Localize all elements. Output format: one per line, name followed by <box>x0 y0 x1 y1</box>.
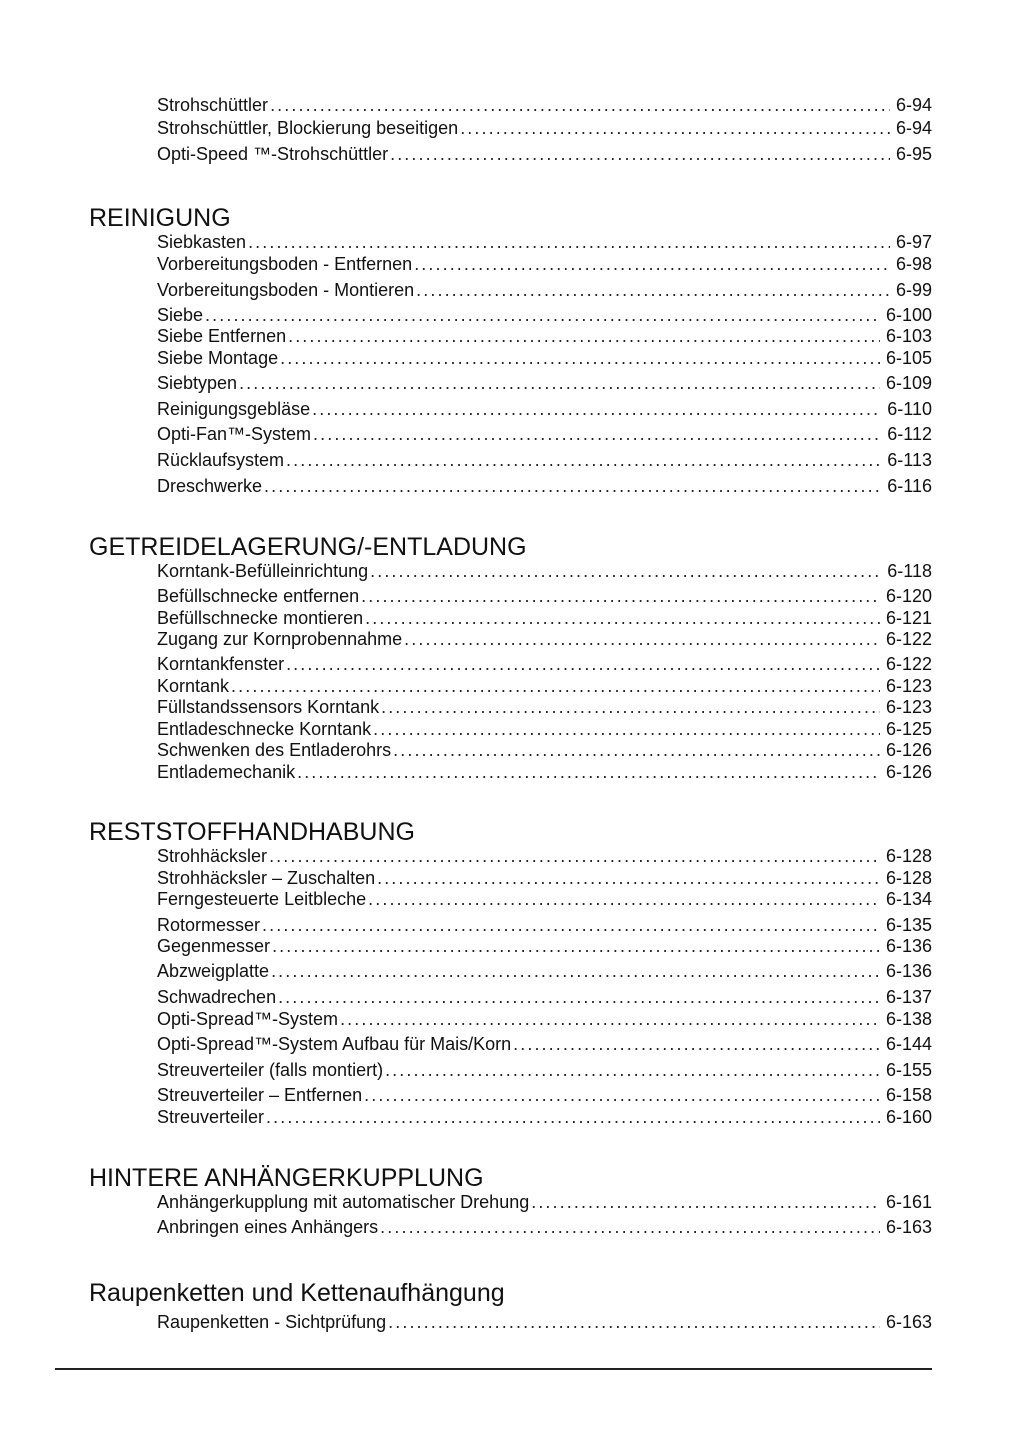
dot-leader <box>278 987 880 1008</box>
toc-entry[interactable] <box>157 586 932 607</box>
dot-leader <box>262 915 880 936</box>
toc-entry-page: 6-94 <box>895 95 932 115</box>
toc-entry-label: Strohhäcksler <box>157 846 268 866</box>
toc-entry[interactable] <box>157 561 932 582</box>
toc-entry-page: 6-105 <box>885 348 932 368</box>
dot-leader <box>269 846 880 867</box>
toc-entry-label: Korntank <box>157 676 230 696</box>
dot-leader <box>312 399 881 420</box>
toc-entry-label: Siebtypen <box>157 373 238 393</box>
toc-entry-label: Streuverteiler (falls montiert) <box>157 1060 384 1080</box>
toc-entry-page: 6-122 <box>885 629 932 649</box>
toc-entry-label: Strohschüttler <box>157 95 269 115</box>
toc-entry-label: Streuverteiler – Entfernen <box>157 1085 363 1105</box>
toc-entry-label: Rotormesser <box>157 915 261 935</box>
toc-entry[interactable] <box>157 1217 932 1238</box>
toc-entry[interactable] <box>157 740 932 761</box>
toc-entry-label: Befüllschnecke montieren <box>157 608 364 628</box>
toc-entry[interactable] <box>157 450 932 471</box>
dot-leader <box>385 1060 880 1081</box>
toc-entry-page: 6-121 <box>885 608 932 628</box>
toc-entry-page: 6-98 <box>895 254 932 274</box>
toc-entry[interactable] <box>157 889 932 910</box>
toc-entry[interactable] <box>157 936 932 957</box>
toc-entry[interactable] <box>157 1034 932 1055</box>
toc-entry[interactable] <box>157 961 932 982</box>
toc-entry-label: Strohschüttler, Blockierung beseitigen <box>157 118 459 138</box>
toc-entry-label: Füllstandssensors Korntank <box>157 697 380 717</box>
toc-entry-page: 6-122 <box>885 654 932 674</box>
dot-leader <box>280 348 880 369</box>
toc-entry-page: 6-163 <box>885 1217 932 1237</box>
toc-entry-page: 6-135 <box>885 915 932 935</box>
toc-entry[interactable] <box>157 868 932 889</box>
toc-entry[interactable] <box>157 719 932 740</box>
dot-leader <box>377 868 880 889</box>
dot-leader <box>390 144 890 165</box>
toc-entry[interactable] <box>157 254 932 275</box>
toc-entry[interactable] <box>157 915 932 936</box>
toc-entry-label: Opti-Spread™-System <box>157 1009 339 1029</box>
section-heading: RESTSTOFFHANDHABUNG <box>89 818 415 846</box>
dot-leader <box>404 629 880 650</box>
toc-entry[interactable] <box>157 676 932 697</box>
toc-entry[interactable] <box>157 424 932 445</box>
toc-entry-label: Korntank-Befülleinrichtung <box>157 561 369 581</box>
toc-entry-page: 6-155 <box>885 1060 932 1080</box>
toc-entry-page: 6-118 <box>887 561 932 581</box>
toc-entry-label: Siebkasten <box>157 232 247 252</box>
toc-entry-page: 6-97 <box>895 232 932 252</box>
toc-entry[interactable] <box>157 326 932 347</box>
toc-entry-page: 6-134 <box>885 889 932 909</box>
toc-entry-page: 6-125 <box>885 719 932 739</box>
toc-entry-label: Anbringen eines Anhängers <box>157 1217 379 1237</box>
toc-entry[interactable] <box>157 144 932 165</box>
dot-leader <box>364 1085 880 1106</box>
dot-leader <box>297 762 880 783</box>
toc-entry-page: 6-136 <box>885 961 932 981</box>
dot-leader <box>270 95 890 116</box>
toc-entry[interactable] <box>157 476 932 497</box>
toc-entry-label: Opti-Spread™-System Aufbau für Mais/Korn <box>157 1034 512 1054</box>
dot-leader <box>531 1192 880 1213</box>
toc-entry-label: Rücklaufsystem <box>157 450 285 470</box>
toc-entry-label: Siebe <box>157 305 204 325</box>
dot-leader <box>381 697 880 718</box>
footer-divider <box>55 1368 932 1370</box>
dot-leader <box>380 1217 880 1238</box>
section-heading: Raupenketten und Kettenaufhängung <box>89 1279 505 1307</box>
toc-entry-label: Zugang zur Kornprobennahme <box>157 629 403 649</box>
toc-entry-label: Entladeschnecke Korntank <box>157 719 372 739</box>
toc-entry-page: 6-128 <box>885 868 932 888</box>
toc-entry[interactable] <box>157 1312 932 1333</box>
dot-leader <box>340 1009 880 1030</box>
toc-entry[interactable] <box>157 1009 932 1030</box>
dot-leader <box>513 1034 880 1055</box>
toc-entry-label: Anhängerkupplung mit automatischer Drehung <box>157 1192 530 1212</box>
toc-entry-page: 6-126 <box>885 762 932 782</box>
dot-leader <box>264 476 881 497</box>
dot-leader <box>231 676 880 697</box>
toc-entry-page: 6-120 <box>885 586 932 606</box>
toc-entry-label: Ferngesteuerte Leitbleche <box>157 889 367 909</box>
toc-entry-label: Raupenketten - Sichtprüfung <box>157 1312 387 1332</box>
dot-leader <box>239 373 880 394</box>
toc-entry-page: 6-126 <box>885 740 932 760</box>
dot-leader <box>205 305 880 326</box>
toc-entry-page: 6-113 <box>887 450 932 470</box>
toc-entry-label: Schwenken des Entladerohrs <box>157 740 392 760</box>
toc-entry[interactable] <box>157 1085 932 1106</box>
toc-entry-label: Reinigungsgebläse <box>157 399 311 419</box>
toc-entry-label: Gegenmesser <box>157 936 271 956</box>
toc-entry[interactable] <box>157 987 932 1008</box>
dot-leader <box>248 232 890 253</box>
toc-entry-page: 6-109 <box>885 373 932 393</box>
toc-entry[interactable] <box>157 373 932 394</box>
toc-entry-page: 6-137 <box>885 987 932 1007</box>
toc-entry-label: Schwadrechen <box>157 987 277 1007</box>
toc-entry-page: 6-163 <box>885 1312 932 1332</box>
toc-entry-page: 6-112 <box>887 424 932 444</box>
toc-entry[interactable] <box>157 762 932 783</box>
dot-leader <box>288 326 880 347</box>
toc-entry-page: 6-160 <box>885 1107 932 1127</box>
dot-leader <box>370 561 881 582</box>
toc-entry[interactable] <box>157 629 932 650</box>
toc-entry-label: Strohhäcksler – Zuschalten <box>157 868 376 888</box>
toc-entry-label: Abzweigplatte <box>157 961 270 981</box>
toc-entry-page: 6-94 <box>895 118 932 138</box>
toc-entry[interactable] <box>157 608 932 629</box>
dot-leader <box>365 608 880 629</box>
toc-entry-label: Vorbereitungsboden - Montieren <box>157 280 415 300</box>
toc-entry[interactable] <box>157 399 932 420</box>
toc-entry-page: 6-100 <box>885 305 932 325</box>
dot-leader <box>272 936 880 957</box>
toc-entry-page: 6-158 <box>885 1085 932 1105</box>
dot-leader <box>286 654 880 675</box>
toc-entry[interactable] <box>157 305 932 326</box>
toc-entry-label: Streuverteiler <box>157 1107 265 1127</box>
toc-entry-label: Vorbereitungsboden - Entfernen <box>157 254 413 274</box>
toc-entry-page: 6-128 <box>885 846 932 866</box>
toc-entry-label: Befüllschnecke entfernen <box>157 586 360 606</box>
section-heading: GETREIDELAGERUNG/-ENTLADUNG <box>89 533 527 561</box>
dot-leader <box>361 586 880 607</box>
dot-leader <box>460 118 890 139</box>
toc-entry[interactable] <box>157 118 932 139</box>
dot-leader <box>373 719 880 740</box>
toc-entry-page: 6-99 <box>895 280 932 300</box>
toc-entry-page: 6-123 <box>885 676 932 696</box>
toc-entry[interactable] <box>157 95 932 116</box>
toc-entry[interactable] <box>157 654 932 675</box>
toc-entry[interactable] <box>157 1192 932 1213</box>
dot-leader <box>271 961 880 982</box>
toc-entry-label: Opti-Fan™-System <box>157 424 312 444</box>
toc-entry-page: 6-95 <box>895 144 932 164</box>
toc-entry-page: 6-116 <box>887 476 932 496</box>
toc-entry-page: 6-123 <box>885 697 932 717</box>
toc-entry-label: Siebe Montage <box>157 348 279 368</box>
dot-leader <box>368 889 880 910</box>
toc-entry-label: Korntankfenster <box>157 654 285 674</box>
toc-entry-page: 6-161 <box>885 1192 932 1212</box>
toc-entry-page: 6-110 <box>887 399 932 419</box>
dot-leader <box>393 740 880 761</box>
dot-leader <box>286 450 881 471</box>
toc-entry-label: Dreschwerke <box>157 476 263 496</box>
toc-entry-page: 6-136 <box>885 936 932 956</box>
toc-entry-label: Entlademechanik <box>157 762 296 782</box>
toc-entry[interactable] <box>157 280 932 301</box>
dot-leader <box>414 254 890 275</box>
toc-entry-label: Opti-Speed ™-Strohschüttler <box>157 144 389 164</box>
toc-entry-page: 6-103 <box>885 326 932 346</box>
toc-entry[interactable] <box>157 348 932 369</box>
dot-leader <box>313 424 881 445</box>
toc-entry-page: 6-138 <box>885 1009 932 1029</box>
toc-entry[interactable] <box>157 1060 932 1081</box>
dot-leader <box>266 1107 880 1128</box>
toc-entry-label: Siebe Entfernen <box>157 326 287 346</box>
dot-leader <box>388 1312 880 1333</box>
toc-entry[interactable] <box>157 846 932 867</box>
section-heading: REINIGUNG <box>89 204 231 232</box>
toc-entry[interactable] <box>157 697 932 718</box>
dot-leader <box>416 280 890 301</box>
toc-entry-page: 6-144 <box>885 1034 932 1054</box>
toc-entry[interactable] <box>157 1107 932 1128</box>
section-heading: HINTERE ANHÄNGERKUPPLUNG <box>89 1164 484 1192</box>
toc-entry[interactable] <box>157 232 932 253</box>
